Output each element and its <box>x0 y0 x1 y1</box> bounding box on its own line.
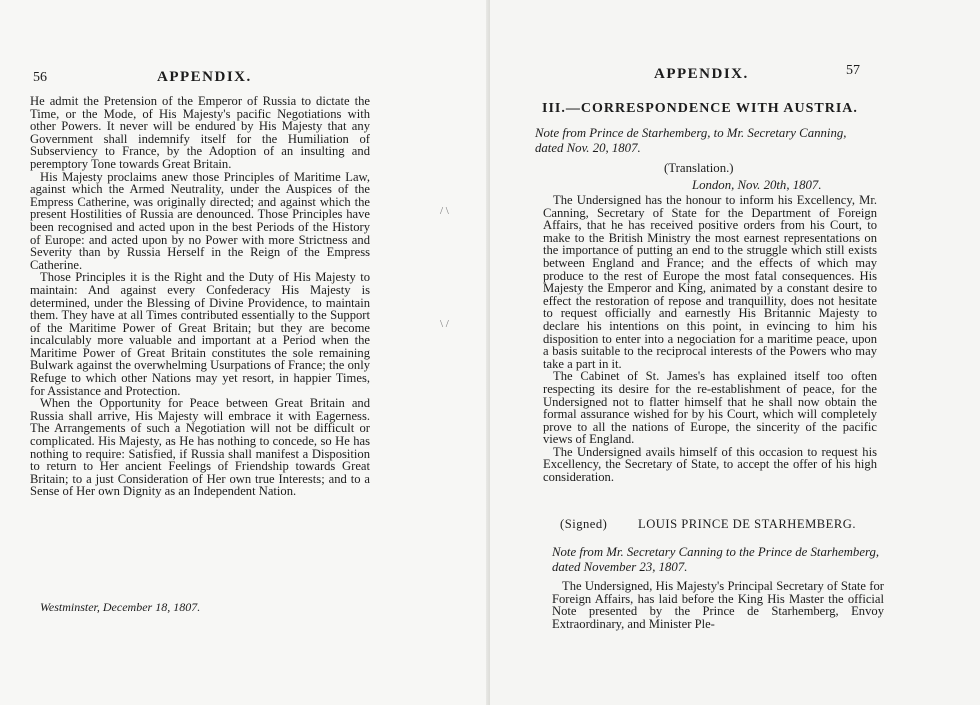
left-page-number: 56 <box>33 70 47 85</box>
left-paragraph-1: He admit the Pretension of the Emperor of Russia to dictate the Time, or the Mode, of His Majesty's pacific Negotiations with other Powers. It never will be endured by His Majesty that any Government shall indemnify itself for the Humiliation of Subserviency to France, by the Adoption of an insulting and peremptory Tone towards Great Britain. <box>30 94 370 171</box>
note2-paragraph: The Undersigned, His Majesty's Principal Secretary of State for Foreign Affairs, has laid before the King His Master the official Note presented by the Prince de Starhemberg, Envoy Extraordinary, and Minister Ple- <box>552 579 884 631</box>
left-paragraph-4: When the Opportunity for Peace between Great Britain and Russia shall arrive, His Majesty will embrace it with Eagerness. The Arrangements of such a Negotiation will not be difficult or complicated. His Majesty, as He has nothing to concede, so He has nothing to require: Satisfied, if Russia shall manifest a Disposition to return to Her ancient Feelings of Friendship towards Great Britain; to a just Consideration of Her own true Interests; and to a Sense of Her own Dignity as an Independent Nation. <box>30 396 370 499</box>
left-paragraph-3: Those Principles it is the Right and the Duty of His Majesty to maintain: And against every Confederacy His Majesty is determined, under the Blessing of Divine Providence, to maintain them. They have at all Times contributed essentially to the Support of the Maritime Power of Great Britain; but they are become incalculably more valuable and important at a Period when the Maritime Power of Great Britain constitutes the sole remaining Bulwark against the overwhelming Usurpations of France; the only Refuge to which other Nations may yet resort, in happier Times, for Assistance and Protection. <box>30 270 370 398</box>
section-title: III.—CORRESPONDENCE WITH AUSTRIA. <box>542 101 858 116</box>
right-page-number: 57 <box>846 63 860 78</box>
right-paragraph-1: The Undersigned has the honour to inform his Excellency, Mr. Canning, Secretary of State for the Department of Foreign Affairs, that he has received positive orders from his Court, to make to the British Ministry the most earnest representations on the importance of putting an end to the struggle which still exists between England and France; and the effects of which may produce to the rest of Europe the most fatal consequences. His Majesty the Emperor and King, animated by a constant desire to effect the restoration of repose and tranquillity, does not hesitate to request officially and earnestly His Britannic Majesty to declare his intentions on this point, in evincing to him his disposition to enter into a negociation for a maritime peace, upon a basis suitable to the reciprocal interests of the Powers who may take a part in it. <box>543 193 877 371</box>
right-running-head: APPENDIX. <box>654 66 749 82</box>
left-paragraph-2: His Majesty proclaims anew those Principles of Maritime Law, against which the Armed Neutrality, under the Auspices of the Empress Catherine, was originally directed; and against which the present Hostilities of Russia are denounced. Those Principles have been recognised and acted upon in the best Periods of the History of Europe: and acted upon by no Power with more Strictness and Severity than by Russia Herself in the Reign of the Empress Catherine. <box>30 169 370 272</box>
place-date: London, Nov. 20th, 1807. <box>692 178 822 192</box>
translation-label: (Translation.) <box>664 161 734 175</box>
right-body-text <box>543 194 877 484</box>
left-running-head: APPENDIX. <box>157 69 252 85</box>
signed-name: LOUIS PRINCE DE STARHEMBERG. <box>638 517 857 531</box>
note1-heading: Note from Prince de Starhemberg, to Mr. Secretary Canning, dated Nov. 20, 1807. <box>535 126 847 155</box>
note2-text <box>552 580 884 630</box>
left-signature: Westminster, December 18, 1807. <box>40 600 201 614</box>
right-paragraph-3: The Undersigned avails himself of this occasion to request his Excellency, the Secretary of State, to accept the offer of his high consideration. <box>543 444 877 485</box>
margin-mark: / \ <box>440 205 449 217</box>
right-paragraph-2: The Cabinet of St. James's has explained itself too often respecting its desire for the re-establishment of peace, for the Undersigned not to flatter himself that he shall now obtain the formal assurance wished for by his Court, which will completely prove to all the nations of Europe, the sincerity of the pacific views of England. <box>543 369 877 447</box>
right-page <box>490 0 980 705</box>
note2-heading: Note from Mr. Secretary Canning to the Prince de Starhemberg, dated November 23, 1807. <box>552 545 880 574</box>
signed-label: (Signed) <box>560 517 608 531</box>
left-body-text <box>30 95 370 498</box>
margin-mark: \ / <box>440 318 449 330</box>
